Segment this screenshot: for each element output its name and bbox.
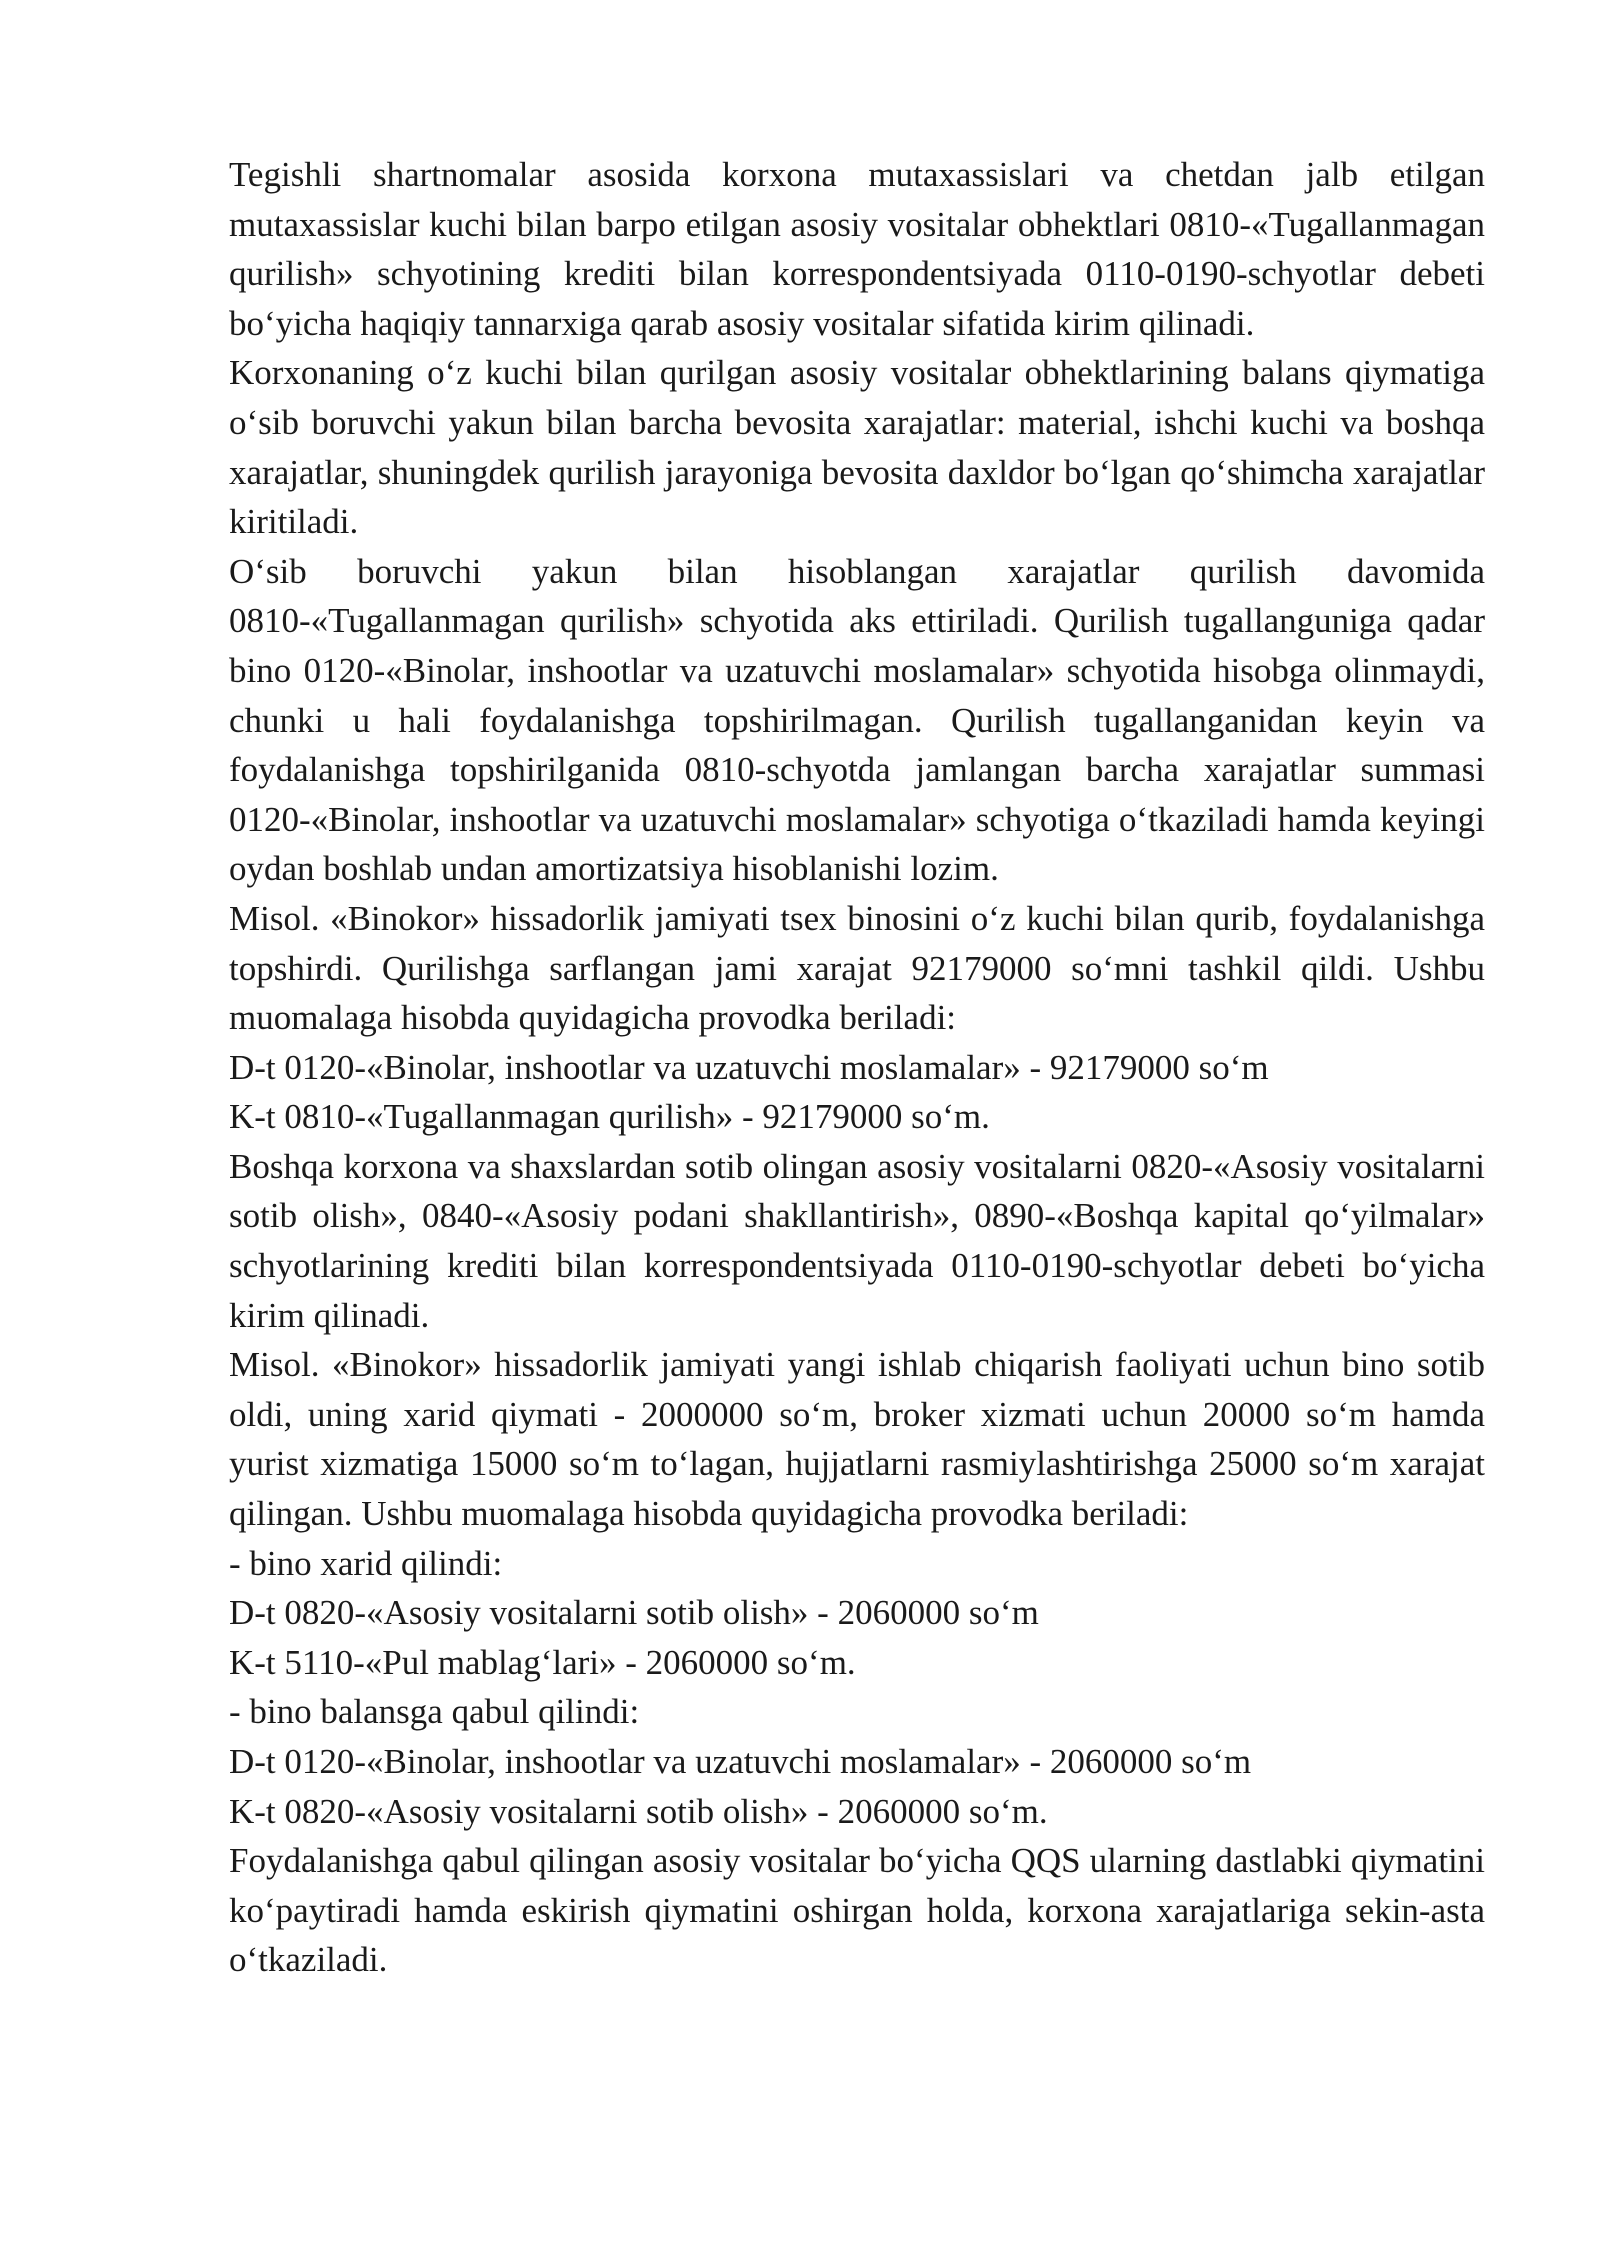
- entry2-debit-line: D-t 0820-«Asosiy vositalarni sotib olish» - 2060000 so‘m: [229, 1593, 1039, 1633]
- paragraph-purchased-assets: Boshqa korxona va shaxslardan sotib olingan asosiy vositalarni 0820-«Asosiy vositalarni sotib olish», 0840-«Asosiy podani shakllantirish», 0890-«Boshqa kapital qo‘yilmalar» schyotlarining krediti bilan korrespondentsiyada 0110-0190-schyotlar debeti bo‘yicha kirim qilinadi.: [229, 1146, 1485, 1335]
- document-body: [229, 150, 1485, 1985]
- paragraph-example-binokor-construction: Misol. «Binokor» hissadorlik jamiyati tsex binosini o‘z kuchi bilan qurib, foydalanishga topshirdi. Qurilishga sarflangan jami xarajat 92179000 so‘mni tashkil qildi. Ushbu muomalaga hisobda quyidagicha provodka beriladi:: [229, 898, 1485, 1038]
- paragraph-cumulative-costs: O‘sib boruvchi yakun bilan hisoblangan xarajatlar qurilish davomida 0810-«Tugallanmagan qurilish» schyotida aks ettiriladi. Qurilish tugallanguniga qadar bino 0120-«Binolar, inshootlar va uzatuvchi moslamalar» schyotida hisobga olinmaydi, chunki u hali foydalanishga topshirilmagan. Qurilish tugallanganidan keyin va foydalanishga topshirilganida 0810-schyotda jamlangan barcha xarajatlar summasi 0120-«Binolar, inshootlar va uzatuvchi moslamalar» schyotiga o‘tkaziladi hamda keyingi oydan boshlab undan amortizatsiya hisoblanishi lozim.: [229, 551, 1485, 889]
- paragraph-construction-contracts: Tegishli shartnomalar asosida korxona mutaxassislari va chetdan jalb etilgan mutaxassislar kuchi bilan barpo etilgan asosiy vositalar obhektlari 0810-«Tugallanmagan qurilish» schyotining krediti bilan korrespondentsiyada 0110-0190-schyotlar debeti bo‘yicha haqiqiy tannarxiga qarab asosiy vositalar sifatida kirim qilinadi.: [229, 155, 1485, 343]
- paragraph-example-binokor-purchase: Misol. «Binokor» hissadorlik jamiyati yangi ishlab chiqarish faoliyati uchun bino sotib oldi, uning xarid qiymati - 2000000 so‘m, broker xizmati uchun 20000 so‘m hamda yurist xizmatiga 15000 so‘m to‘lagan, hujjatlarni rasmiylashtirishga 25000 so‘m xarajat qilingan. Ushbu muomalaga hisobda quyidagicha provodka beriladi:: [229, 1345, 1485, 1534]
- step1-label: - bino xarid qilindi:: [229, 1543, 503, 1583]
- entry3-debit-line: D-t 0120-«Binolar, inshootlar va uzatuvchi moslamalar» - 2060000 so‘m: [229, 1742, 1252, 1781]
- entry1-credit-line: K-t 0810-«Tugallanmagan qurilish» - 92179000 so‘m.: [229, 1097, 990, 1137]
- paragraph-own-construction-costs: Korxonaning o‘z kuchi bilan qurilgan asosiy vositalar obhektlarining balans qiymatiga o‘sib boruvchi yakun bilan barcha bevosita xarajatlar: material, ishchi kuchi va boshqa xarajatlar, shuningdek qurilish jarayoniga bevosita daxldor bo‘lgan qo‘shimcha xarajatlar kiritiladi.: [229, 353, 1485, 542]
- entry2-credit-line: K-t 5110-«Pul mablag‘lari» - 2060000 so‘m.: [229, 1642, 856, 1682]
- entry3-credit-line: K-t 0820-«Asosiy vositalarni sotib olish» - 2060000 so‘m.: [229, 1791, 1048, 1831]
- entry1-debit-line: D-t 0120-«Binolar, inshootlar va uzatuvchi moslamalar» - 92179000 so‘m: [229, 1047, 1269, 1087]
- paragraph-vat-note: Foydalanishga qabul qilingan asosiy vositalar bo‘yicha QQS ularning dastlabki qiymatini ko‘paytiradi hamda eskirish qiymatini oshirgan holda, korxona xarajatlariga sekin-asta o‘tkaziladi.: [229, 1841, 1485, 1980]
- step2-label: - bino balansga qabul qilindi:: [229, 1692, 640, 1732]
